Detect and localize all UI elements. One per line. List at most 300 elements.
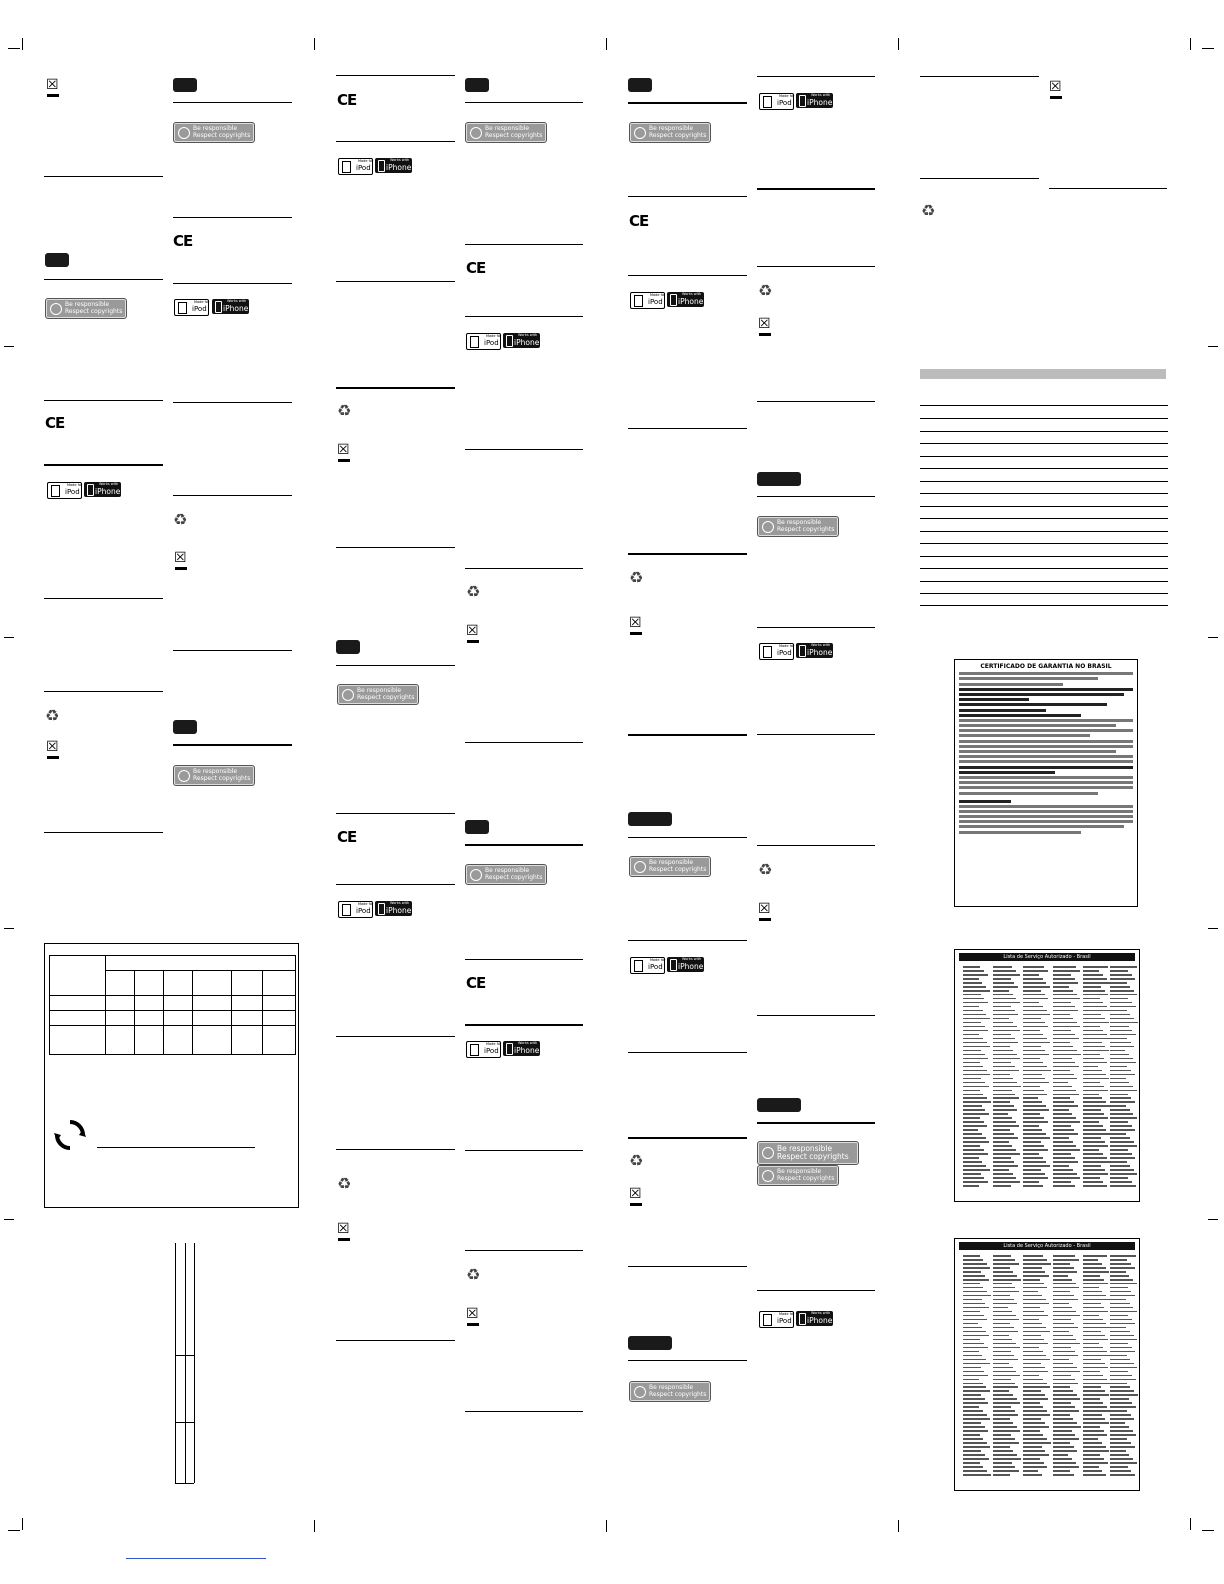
list-line [1083, 1315, 1099, 1317]
list-line [963, 1010, 983, 1012]
list-line [993, 1267, 1010, 1269]
list-line [1053, 1474, 1074, 1476]
service-list-1 [954, 949, 1140, 1202]
list-line [993, 1291, 1019, 1293]
list-line [993, 1331, 1018, 1333]
list-line [993, 1125, 1019, 1127]
list-line [993, 1157, 1011, 1159]
list-line [1053, 1327, 1078, 1329]
list-line [963, 1263, 987, 1265]
works-with-iphone-badge: Works with iPhone [212, 299, 249, 314]
list-line [963, 1090, 980, 1092]
list-line [1083, 1430, 1104, 1432]
list-line [1053, 970, 1080, 972]
list-line [1053, 1002, 1071, 1004]
list-line [1023, 1383, 1047, 1385]
list-line [1083, 1434, 1107, 1436]
list-line [1083, 1351, 1107, 1353]
list-line [1023, 1446, 1042, 1448]
list-line [1110, 1101, 1135, 1103]
list-line [1053, 1307, 1072, 1309]
list-line [1053, 1022, 1077, 1024]
list-line [1083, 1042, 1102, 1044]
list-line [1023, 1307, 1040, 1309]
list-line [993, 1275, 1017, 1277]
list-line [963, 1363, 990, 1365]
list-line [1023, 1050, 1045, 1052]
list-line [1083, 1406, 1107, 1408]
list-line [1110, 978, 1135, 980]
list-line [1083, 1259, 1098, 1261]
list-line [1053, 1267, 1074, 1269]
list-line [1110, 1287, 1128, 1289]
list-line [1053, 1402, 1071, 1404]
list-line [1023, 1002, 1039, 1004]
list-line [1053, 1275, 1068, 1277]
list-line [1083, 970, 1099, 972]
list-line [1110, 1018, 1134, 1020]
list-line [963, 1042, 987, 1044]
list-line [1110, 1066, 1127, 1068]
list-line [1110, 1347, 1132, 1349]
list-line [1023, 1042, 1050, 1044]
ce-mark-icon: CE [337, 828, 357, 846]
list-line [993, 1181, 1020, 1183]
list-line [1083, 1066, 1098, 1068]
list-line [963, 1307, 989, 1309]
list-line [1083, 1386, 1101, 1388]
list-line [1083, 1034, 1107, 1036]
list-line [1023, 1070, 1051, 1072]
list-line [1110, 1367, 1137, 1369]
list-line [993, 974, 1020, 976]
list-line [1110, 1086, 1133, 1088]
list-line [1110, 1165, 1130, 1167]
language-tab [465, 78, 489, 92]
list-line [1110, 1434, 1136, 1436]
list-line [1053, 1398, 1080, 1400]
works-with-iphone-badge: Works with iPhone [84, 482, 121, 497]
list-line [1083, 1422, 1109, 1424]
list-line [1053, 1141, 1073, 1143]
list-line [1053, 990, 1073, 992]
list-line [1083, 1375, 1103, 1377]
list-line [1083, 1335, 1105, 1337]
list-line [963, 1137, 986, 1139]
list-line [993, 1097, 1019, 1099]
list-line [1083, 1359, 1101, 1361]
list-line [1110, 982, 1127, 984]
list-line [1083, 994, 1108, 996]
list-line [1023, 1255, 1043, 1257]
list-line [1110, 1450, 1126, 1452]
crossed-bin-icon: ☒ [1049, 80, 1063, 100]
list-line [1083, 1185, 1107, 1187]
list-line [963, 1450, 981, 1452]
list-line [1083, 1267, 1106, 1269]
list-line [1053, 1295, 1074, 1297]
list-line [1053, 1371, 1080, 1373]
list-line [963, 986, 986, 988]
list-line [1023, 1398, 1048, 1400]
list-line [1053, 1367, 1077, 1369]
be-responsible-badge: Be responsible Respect copyrights [757, 1165, 839, 1186]
list-line [963, 1082, 985, 1084]
list-line [1110, 1458, 1133, 1460]
list-line [963, 1117, 980, 1119]
crossed-bin-icon: ☒ [629, 1187, 643, 1207]
list-line [963, 966, 980, 968]
list-line [1110, 1279, 1133, 1281]
list-line [1053, 1406, 1075, 1408]
made-for-ipod-badge: Made for iPod [630, 957, 665, 974]
list-line [963, 1054, 985, 1056]
list-line [1083, 1157, 1107, 1159]
list-line [1083, 1450, 1109, 1452]
list-line [1053, 1343, 1080, 1345]
list-line [1110, 1379, 1136, 1381]
crossed-bin-icon: ☒ [337, 443, 351, 463]
list-line [1053, 1430, 1072, 1432]
list-line [1053, 1018, 1073, 1020]
list-line [1083, 1133, 1110, 1135]
list-line [1110, 1181, 1132, 1183]
list-line [1110, 1335, 1134, 1337]
list-line [993, 1006, 1011, 1008]
list-line [963, 1094, 983, 1096]
recycle-icon: ♻ [337, 401, 352, 420]
language-tab [336, 640, 360, 654]
list-line [993, 1299, 1014, 1301]
list-line [1053, 1133, 1078, 1135]
list-line [1053, 1390, 1073, 1392]
list-line [993, 1339, 1012, 1341]
list-line [963, 1022, 981, 1024]
crossed-bin-icon: ☒ [758, 317, 772, 337]
list-line [1023, 1430, 1040, 1432]
list-line [993, 966, 1012, 968]
list-line [963, 1002, 988, 1004]
list-line [1083, 1181, 1103, 1183]
table-header-bar [920, 369, 1166, 379]
list-line [993, 1410, 1015, 1412]
list-line [963, 1422, 981, 1424]
list-line [1023, 1129, 1042, 1131]
list-line [1023, 1121, 1048, 1123]
list-line [1083, 1022, 1109, 1024]
list-line [963, 1355, 982, 1357]
recycle-icon: ♻ [45, 706, 60, 725]
list-line [1023, 998, 1048, 1000]
list-line [1110, 1383, 1127, 1385]
list-line [1023, 1375, 1039, 1377]
list-line [1083, 1074, 1106, 1076]
list-line [963, 1434, 980, 1436]
list-line [1053, 974, 1071, 976]
list-line [1053, 1137, 1069, 1139]
list-line [1053, 994, 1077, 996]
list-line [993, 1307, 1008, 1309]
list-line [1023, 1402, 1040, 1404]
list-line [1083, 1097, 1102, 1099]
list-line [1110, 1030, 1132, 1032]
list-line [1110, 974, 1132, 976]
list-line [963, 1339, 980, 1341]
list-line [1023, 1014, 1050, 1016]
list-line [1023, 1109, 1049, 1111]
list-line [1023, 1094, 1047, 1096]
list-line [963, 1343, 984, 1345]
list-line [1083, 1014, 1101, 1016]
list-line [1053, 1375, 1071, 1377]
list-line [1083, 1410, 1111, 1412]
list-line [963, 1446, 990, 1448]
list-line [993, 1161, 1014, 1163]
list-line [1083, 1287, 1099, 1289]
list-line [1083, 1062, 1107, 1064]
list-line [1110, 1058, 1133, 1060]
list-line [1023, 1101, 1042, 1103]
list-line [1083, 1379, 1107, 1381]
list-line [1110, 1414, 1131, 1416]
list-line [1083, 1311, 1108, 1313]
list-line [1053, 1090, 1076, 1092]
list-line [1053, 1279, 1072, 1281]
list-line [1083, 1125, 1103, 1127]
list-line [963, 1181, 988, 1183]
list-line [993, 1054, 1017, 1056]
list-line [1053, 1458, 1072, 1460]
list-line [1110, 1390, 1134, 1392]
recycle-icon: ♻ [629, 1151, 644, 1170]
list-line [1083, 1327, 1110, 1329]
list-line [1110, 1386, 1130, 1388]
service-list-2 [954, 1238, 1140, 1491]
list-line [1083, 1038, 1111, 1040]
list-line [1023, 1259, 1047, 1261]
list-line [1110, 1014, 1130, 1016]
list-line [1023, 1343, 1048, 1345]
list-line [1053, 1034, 1075, 1036]
list-line [1053, 1347, 1071, 1349]
list-line [1110, 1034, 1136, 1036]
list-line [1053, 1454, 1068, 1456]
works-with-iphone-badge: Works with iPhone [796, 1311, 833, 1326]
list-line [993, 1426, 1017, 1428]
list-line [993, 1263, 1019, 1265]
list-line [1110, 1307, 1133, 1309]
list-line [963, 1157, 979, 1159]
list-line [1053, 1426, 1081, 1428]
list-line [1110, 1026, 1129, 1028]
list-line [1110, 1474, 1135, 1476]
list-line [1053, 1125, 1071, 1127]
list-line [963, 1034, 979, 1036]
list-line [993, 1414, 1018, 1416]
list-line [1110, 1438, 1127, 1440]
list-line [1083, 1398, 1100, 1400]
list-line [963, 1351, 979, 1353]
list-line [993, 994, 1013, 996]
list-line [1053, 1351, 1075, 1353]
list-line [1083, 1414, 1102, 1416]
works-with-iphone-badge: Works with iPhone [796, 93, 833, 108]
list-line [1023, 1054, 1049, 1056]
list-line [1083, 1169, 1105, 1171]
list-line [1110, 1359, 1130, 1361]
list-line [1110, 1157, 1135, 1159]
list-line [1053, 1113, 1072, 1115]
list-line [993, 1379, 1011, 1381]
list-line [1053, 1470, 1070, 1472]
list-line [963, 1331, 986, 1333]
language-tab [628, 812, 672, 826]
list-line [1110, 1255, 1136, 1257]
list-line [1023, 1335, 1041, 1337]
service-list-2-title: Lista de Serviço Autorizado - Brasil [959, 1242, 1135, 1250]
list-line [963, 1086, 989, 1088]
be-responsible-badge: Be responsible Respect copyrights [757, 516, 839, 537]
list-line [1023, 1267, 1042, 1269]
list-line [1053, 1094, 1079, 1096]
list-line [993, 1303, 1017, 1305]
list-line [1023, 1466, 1047, 1468]
made-for-ipod-badge: Made for iPod [759, 93, 794, 110]
list-line [1053, 1173, 1077, 1175]
list-line [993, 1359, 1018, 1361]
list-line [1053, 1129, 1074, 1131]
list-line [1023, 1450, 1045, 1452]
list-line [1083, 1117, 1108, 1119]
crossed-bin-icon: ☒ [174, 551, 188, 571]
list-line [1023, 1058, 1040, 1060]
list-line [1023, 1169, 1041, 1171]
list-line [1110, 1090, 1137, 1092]
list-line [1053, 1030, 1071, 1032]
crossed-bin-icon: ☒ [466, 1307, 480, 1327]
list-line [1083, 1090, 1108, 1092]
list-line [993, 1295, 1010, 1297]
list-line [1083, 1279, 1104, 1281]
list-line [1023, 1030, 1040, 1032]
list-line [993, 1375, 1020, 1377]
list-line [963, 1255, 980, 1257]
list-line [1110, 986, 1130, 988]
list-line [993, 1458, 1021, 1460]
list-line [1110, 1133, 1126, 1135]
list-line [963, 990, 990, 992]
list-line [1023, 1462, 1044, 1464]
list-line [1083, 1094, 1099, 1096]
list-line [1110, 970, 1128, 972]
list-line [1053, 1078, 1077, 1080]
list-line [1023, 1386, 1050, 1388]
works-with-iphone-badge: Works with iPhone [503, 333, 540, 348]
list-line [1023, 1149, 1048, 1151]
list-line [963, 1177, 984, 1179]
list-line [1023, 966, 1044, 968]
made-for-ipod-badge: Made for iPod [338, 158, 373, 175]
list-line [993, 1074, 1010, 1076]
list-line [1023, 1283, 1044, 1285]
list-line [1083, 1173, 1108, 1175]
list-line [1023, 1422, 1045, 1424]
recycle-icon: ♻ [758, 860, 773, 879]
list-line [963, 1185, 979, 1187]
recycle-icon: ♻ [466, 1265, 481, 1284]
list-line [1083, 1149, 1099, 1151]
list-line [993, 1121, 1016, 1123]
crossed-bin-icon: ☒ [758, 902, 772, 922]
list-line [963, 978, 979, 980]
list-line [993, 1018, 1009, 1020]
list-line [1110, 1038, 1127, 1040]
list-line [1053, 1066, 1079, 1068]
list-line [993, 1283, 1012, 1285]
list-line [1110, 990, 1134, 992]
list-line [993, 1383, 1015, 1385]
list-line [1053, 1287, 1079, 1289]
list-line [1053, 1062, 1075, 1064]
hazardous-substance-table-box [44, 943, 299, 1208]
list-line [1053, 1438, 1079, 1440]
list-line [1083, 1121, 1099, 1123]
list-line [1053, 1054, 1081, 1056]
list-line [1110, 1177, 1128, 1179]
list-line [1023, 1351, 1043, 1353]
list-line [993, 1022, 1013, 1024]
list-line [1023, 1066, 1047, 1068]
list-line [1053, 1042, 1070, 1044]
list-line [993, 1050, 1013, 1052]
list-line [1053, 1299, 1078, 1301]
list-line [1023, 1177, 1048, 1179]
list-line [1053, 1185, 1075, 1187]
list-line [1053, 1070, 1070, 1072]
list-line [1083, 966, 1108, 968]
list-line [963, 1271, 981, 1273]
crossed-bin-icon: ☒ [46, 740, 60, 760]
list-line [1110, 1291, 1131, 1293]
list-line [963, 1454, 985, 1456]
list-line [993, 1418, 1010, 1420]
list-line [963, 1379, 979, 1381]
language-tab [757, 472, 801, 486]
list-line [1083, 1105, 1110, 1107]
list-line [1023, 1165, 1050, 1167]
list-line [1083, 1363, 1105, 1365]
list-line [1083, 1082, 1100, 1084]
list-line [1110, 1430, 1133, 1432]
list-line [1053, 1010, 1078, 1012]
list-line [1023, 1046, 1041, 1048]
list-line [1053, 986, 1069, 988]
list-line [1053, 1050, 1077, 1052]
list-line [1053, 1283, 1076, 1285]
list-line [993, 982, 1014, 984]
list-line [963, 1414, 987, 1416]
list-line [963, 1078, 981, 1080]
list-line [1053, 1379, 1075, 1381]
list-line [993, 1406, 1011, 1408]
list-line [1053, 1255, 1075, 1257]
list-line [1110, 1121, 1128, 1123]
list-line [1023, 1438, 1047, 1440]
list-line [1110, 1398, 1129, 1400]
list-line [1083, 1263, 1102, 1265]
be-responsible-badge-large: Be responsible Respect copyrights [757, 1141, 859, 1165]
list-line [993, 1129, 1010, 1131]
